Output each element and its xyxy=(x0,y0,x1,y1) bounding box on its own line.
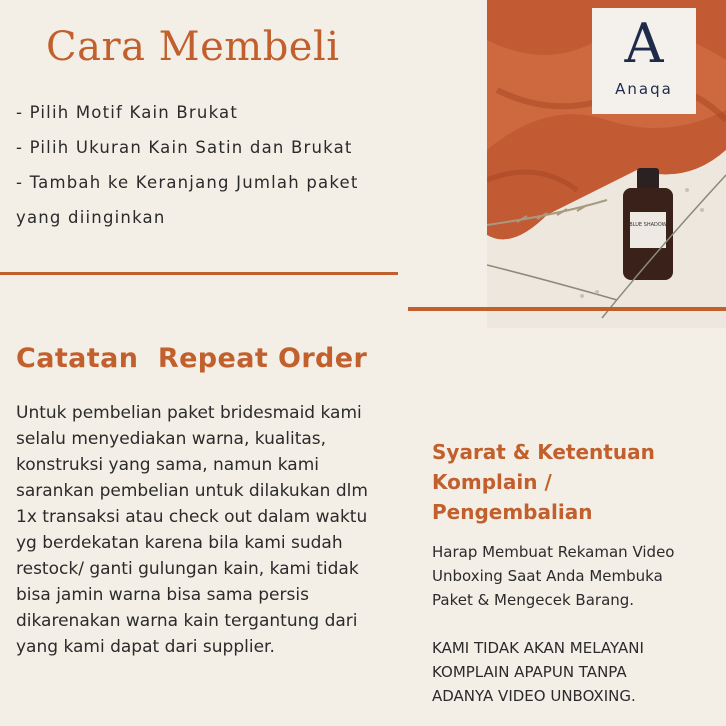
page-title: Cara Membeli xyxy=(46,24,340,70)
text-line: Harap Membuat Rekaman Video xyxy=(432,543,675,561)
text-line: yang kami dapat dari supplier. xyxy=(16,637,275,657)
step-item: - Pilih Motif Kain Brukat xyxy=(16,103,239,122)
logo-wordmark: Anaqa xyxy=(615,80,673,98)
text-line: selalu menyediakan warna, kualitas, xyxy=(16,429,327,449)
text-line: bisa jamin warna bisa sama persis xyxy=(16,585,309,605)
divider-right xyxy=(408,307,726,311)
text-line: sarankan pembelian untuk dilakukan dlm xyxy=(16,481,368,501)
logo-letter: A xyxy=(624,12,664,75)
step-item: - Pilih Ukuran Kain Satin dan Brukat xyxy=(16,138,353,157)
text-line: KOMPLAIN APAPUN TANPA xyxy=(432,663,627,681)
step-item: - Tambah ke Keranjang Jumlah paket xyxy=(16,173,359,192)
text-line: konstruksi yang sama, namun kami xyxy=(16,455,319,475)
repeat-order-body xyxy=(16,400,396,660)
step-item: yang diinginkan xyxy=(16,208,166,227)
heading-line: Komplain / xyxy=(432,470,552,494)
heading-line: Syarat & Ketentuan xyxy=(432,440,655,464)
divider-left xyxy=(0,272,398,275)
repeat-order-heading: Catatan Repeat Order xyxy=(16,343,368,374)
text-line: ADANYA VIDEO UNBOXING. xyxy=(432,687,636,705)
bottle-label-text: BLUE SHADOW xyxy=(629,222,667,228)
text-line: Paket & Mengecek Barang. xyxy=(432,591,635,609)
paragraph-gap xyxy=(432,612,722,636)
text-line: yg berdekatan karena bila kami sudah xyxy=(16,533,343,553)
text-line: restock/ ganti gulungan kain, kami tidak xyxy=(16,559,359,579)
text-line: dikarenakan warna kain tergantung dari xyxy=(16,611,358,631)
terms-body xyxy=(432,540,722,708)
text-line: KAMI TIDAK AKAN MELAYANI xyxy=(432,639,644,657)
heading-line: Pengembalian xyxy=(432,500,593,524)
purchase-steps xyxy=(16,95,396,235)
text-line: 1x transaksi atau check out dalam waktu xyxy=(16,507,368,527)
text-line: Untuk pembelian paket bridesmaid kami xyxy=(16,403,362,423)
terms-heading xyxy=(432,437,722,527)
text-line: Unboxing Saat Anda Membuka xyxy=(432,567,663,585)
